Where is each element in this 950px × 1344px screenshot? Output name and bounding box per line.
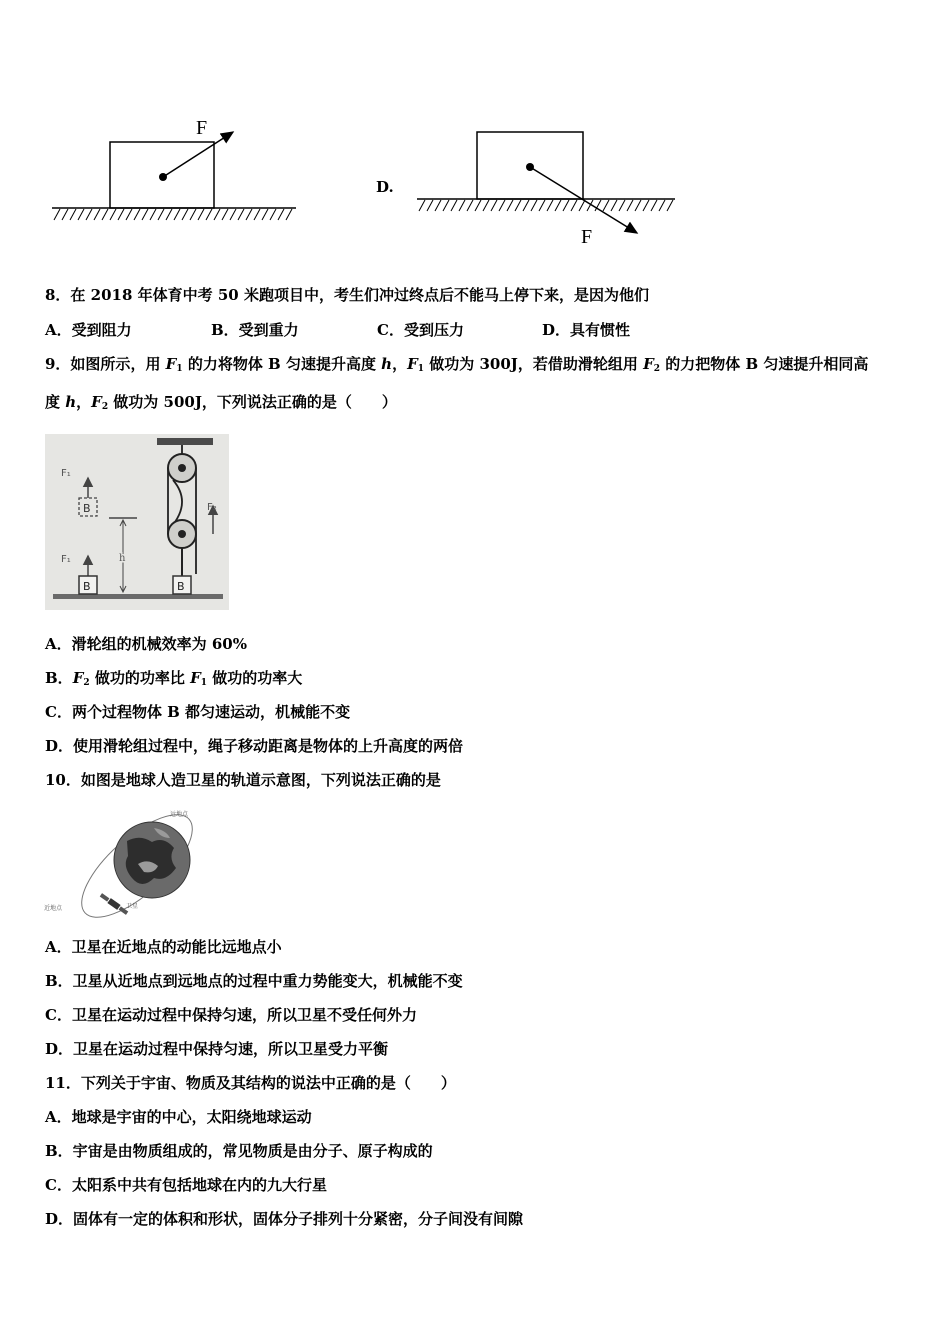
perigee-label: 近地点 <box>44 905 63 912</box>
q9-text: ， <box>392 355 408 373</box>
satellite-label: 卫星 <box>126 903 139 910</box>
force-diagram-downward <box>415 125 680 250</box>
q9-option-c: C．两个过程物体 B 都匀速运动，机械能不变 <box>45 703 351 721</box>
f1-symbol: F <box>190 669 201 687</box>
force-diagram-upward <box>50 112 300 227</box>
q10-option-c: C．卫星在运动过程中保持匀速，所以卫星不受任何外力 <box>45 1006 417 1024</box>
fixed-pulley-axle <box>178 464 186 472</box>
ground-hatching <box>419 200 673 211</box>
f2-subscript: 2 <box>83 678 90 688</box>
h-symbol: h <box>381 355 393 373</box>
h-label: h <box>119 553 126 564</box>
h-symbol: h <box>65 393 77 411</box>
force-label: F <box>196 117 208 139</box>
ceiling <box>157 438 213 445</box>
q9-option-a: A．滑轮组的机械效率为 60% <box>45 635 247 653</box>
f2-subscript: 2 <box>101 402 109 412</box>
q8-option-d: D．具有惯性 <box>542 321 631 339</box>
q9-option-b <box>45 668 302 693</box>
q11-option-c: C．太阳系中共有包括地球在内的九大行星 <box>45 1176 327 1194</box>
f2-subscript: 2 <box>653 364 661 374</box>
q9-text: 做功为 500J，下列说法正确的是（ ） <box>108 393 397 411</box>
q9-text: B． <box>45 669 73 687</box>
pulley-figure <box>45 434 229 610</box>
block-b-label: B <box>177 580 185 593</box>
q9-text: 度 <box>45 393 66 411</box>
f2-symbol: F <box>91 393 102 411</box>
q11-option-b: B．宇宙是由物质组成的，常见物质是由分子、原子构成的 <box>45 1142 433 1160</box>
q10-option-d: D．卫星在运动过程中保持匀速，所以卫星受力平衡 <box>45 1040 389 1058</box>
f1-subscript: 1 <box>417 364 425 374</box>
q9-text: 9．如图所示，用 <box>45 355 166 373</box>
q9-stem-line2 <box>45 392 397 417</box>
photo-background <box>45 434 229 610</box>
q11-option-d: D．固体有一定的体积和形状，固体分子排列十分紧密，分子间没有间隙 <box>45 1210 524 1228</box>
q8-option-a: A．受到阻力 <box>45 321 132 339</box>
block-b-label: B <box>83 502 91 515</box>
satellite-orbit-figure <box>42 806 204 918</box>
q8-stem: 8．在 2018 年体育中考 50 米跑项目中，考生们冲过终点后不能马上停下来，是因为他们 <box>45 286 649 304</box>
f1-label-upper: F₁ <box>61 468 71 479</box>
f1-subscript: 1 <box>200 678 207 688</box>
q9-option-d: D．使用滑轮组过程中，绳子移动距离是物体的上升高度的两倍 <box>45 737 464 755</box>
q9-text: ， <box>76 393 92 411</box>
f1-symbol: F <box>165 355 177 373</box>
q8-option-b: B．受到重力 <box>211 321 299 339</box>
q8-option-c: C．受到压力 <box>377 321 464 339</box>
f1-label-lower: F₁ <box>61 554 71 565</box>
f1-subscript: 1 <box>176 364 183 374</box>
f1-symbol: F <box>407 355 418 373</box>
block-b-label: B <box>83 580 91 593</box>
q10-option-b: B．卫星从近地点到远地点的过程中重力势能变大，机械能不变 <box>45 972 463 990</box>
q10-option-a: A．卫星在近地点的动能比远地点小 <box>45 938 282 956</box>
apogee-label: 远地点 <box>170 811 189 818</box>
q9-text: 做功为 300J，若借助滑轮组用 <box>424 355 644 373</box>
q9-text: 的力把物体 B 匀速提升相同高 <box>660 355 869 373</box>
q9-text: 做功的功率比 <box>89 669 191 687</box>
q9-stem-line1 <box>45 354 868 379</box>
q10-stem: 10．如图是地球人造卫星的轨道示意图，下列说法正确的是 <box>45 771 441 789</box>
movable-pulley-axle <box>178 530 186 538</box>
q9-text: 的力将物体 B 匀速提升高度 <box>182 355 382 373</box>
satellite-icon <box>99 892 129 915</box>
f2-label: F₂ <box>207 502 217 513</box>
q9-text: 做功的功率大 <box>206 669 303 687</box>
force-label: F <box>581 226 593 248</box>
q11-option-a: A．地球是宇宙的中心，太阳绕地球运动 <box>45 1108 312 1126</box>
q11-stem: 11．下列关于宇宙、物质及其结构的说法中正确的是（ ） <box>45 1074 456 1092</box>
f2-symbol: F <box>72 669 84 687</box>
f2-symbol: F <box>643 355 654 373</box>
ground-hatching <box>54 209 292 220</box>
option-d-label: D. <box>376 178 394 196</box>
